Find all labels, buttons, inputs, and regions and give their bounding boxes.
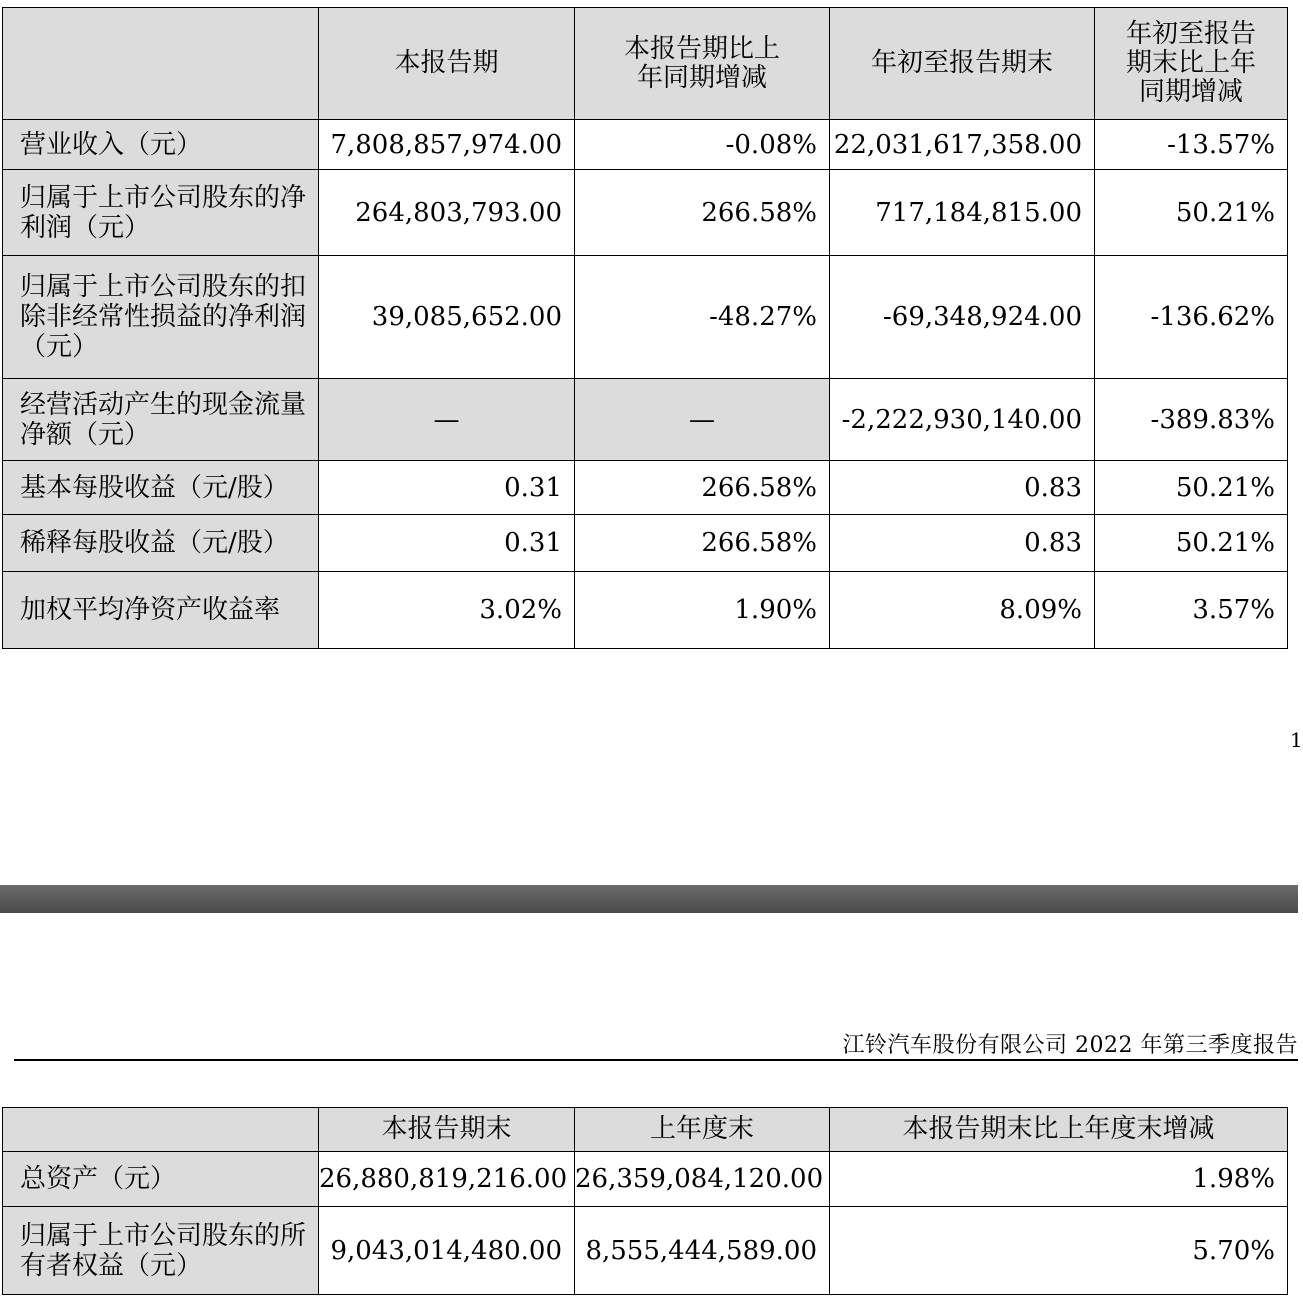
table-row: [3, 1207, 1288, 1295]
current-change-value: 266.58%: [575, 515, 830, 572]
current-value: 7,808,857,974.00: [319, 120, 575, 170]
ytd-value: 717,184,815.00: [830, 170, 1095, 256]
header-cell-current-change: 本报告期比上年同期增减: [575, 8, 830, 120]
current-change-value: 1.90%: [575, 572, 830, 649]
ytd-value: 8.09%: [830, 572, 1095, 649]
header-cell-empty: [3, 1108, 319, 1152]
table-header-row: [3, 1108, 1288, 1152]
ytd-change-value: 50.21%: [1095, 170, 1288, 256]
period-end-value: 26,880,819,216.00: [319, 1152, 575, 1207]
ytd-value: -69,348,924.00: [830, 256, 1095, 379]
header-cell-change: 本报告期末比上年度末增减: [830, 1108, 1288, 1152]
table-row: [3, 256, 1288, 379]
row-label: 营业收入（元）: [3, 120, 319, 170]
change-value: 5.70%: [830, 1207, 1288, 1295]
header-cell-current-period: 本报告期: [319, 8, 575, 120]
table-header-row: [3, 8, 1288, 120]
row-label: 归属于上市公司股东的所有者权益（元）: [3, 1207, 319, 1295]
header-cell-ytd: 年初至报告期末: [830, 8, 1095, 120]
ytd-value: -2,222,930,140.00: [830, 379, 1095, 461]
table-row: [3, 120, 1288, 170]
header-rule: [14, 1059, 1298, 1061]
table-row: [3, 170, 1288, 256]
row-label: 基本每股收益（元/股）: [3, 461, 319, 515]
row-label: 稀释每股收益（元/股）: [3, 515, 319, 572]
table-row: [3, 379, 1288, 461]
report-header: 江铃汽车股份有限公司 2022 年第三季度报告: [842, 1033, 1298, 1058]
ytd-value: 0.83: [830, 515, 1095, 572]
header-cell-ytd-change: 年初至报告期末比上年同期增减: [1095, 8, 1288, 120]
prior-year-end-value: 26,359,084,120.00: [575, 1152, 830, 1207]
key-financial-data-table: [2, 7, 1288, 649]
current-value: 0.31: [319, 461, 575, 515]
ytd-value: 0.83: [830, 461, 1095, 515]
ytd-change-value: 50.21%: [1095, 515, 1288, 572]
ytd-change-value: 3.57%: [1095, 572, 1288, 649]
row-label: 归属于上市公司股东的净利润（元）: [3, 170, 319, 256]
current-change-value: -0.08%: [575, 120, 830, 170]
page-break-band: [0, 885, 1298, 913]
header-cell-empty: [3, 8, 319, 120]
current-change-value: —: [575, 379, 830, 461]
current-value: 39,085,652.00: [319, 256, 575, 379]
table-row: [3, 1152, 1288, 1207]
row-label: 经营活动产生的现金流量净额（元）: [3, 379, 319, 461]
table-row: [3, 461, 1288, 515]
header-cell-period-end: 本报告期末: [319, 1108, 575, 1152]
table-row: [3, 572, 1288, 649]
current-value: 264,803,793.00: [319, 170, 575, 256]
ytd-change-value: 50.21%: [1095, 461, 1288, 515]
current-value: 3.02%: [319, 572, 575, 649]
change-value: 1.98%: [830, 1152, 1288, 1207]
current-change-value: 266.58%: [575, 170, 830, 256]
row-label: 总资产（元）: [3, 1152, 319, 1207]
page-number: 1: [1290, 728, 1303, 752]
row-label: 加权平均净资产收益率: [3, 572, 319, 649]
row-label: 归属于上市公司股东的扣除非经常性损益的净利润（元）: [3, 256, 319, 379]
ytd-change-value: -13.57%: [1095, 120, 1288, 170]
ytd-change-value: -389.83%: [1095, 379, 1288, 461]
table-row: [3, 515, 1288, 572]
header-cell-prior-year-end: 上年度末: [575, 1108, 830, 1152]
balance-sheet-table: [2, 1107, 1288, 1295]
current-change-value: -48.27%: [575, 256, 830, 379]
current-change-value: 266.58%: [575, 461, 830, 515]
ytd-change-value: -136.62%: [1095, 256, 1288, 379]
ytd-value: 22,031,617,358.00: [830, 120, 1095, 170]
current-value: —: [319, 379, 575, 461]
current-value: 0.31: [319, 515, 575, 572]
period-end-value: 9,043,014,480.00: [319, 1207, 575, 1295]
prior-year-end-value: 8,555,444,589.00: [575, 1207, 830, 1295]
